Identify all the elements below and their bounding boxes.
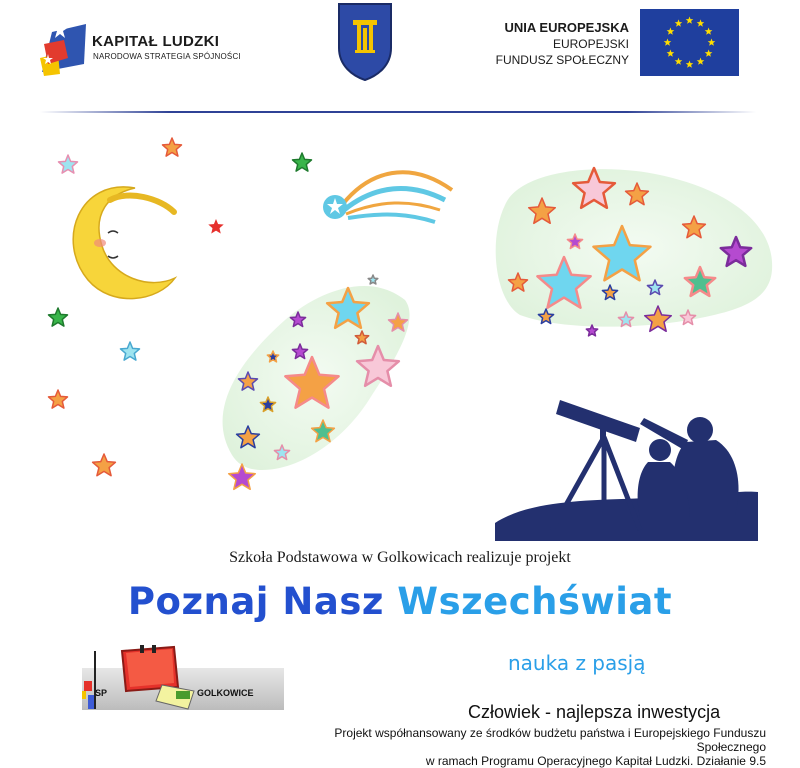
eu-flag [640, 9, 739, 76]
eu-title: UNIA EUROPEJSKA [504, 20, 629, 35]
title-word-2: Nasz [282, 580, 384, 623]
funding-note [300, 726, 766, 768]
school-logo-sp: SP [95, 688, 108, 698]
star-icon [59, 155, 78, 173]
comet-icon [323, 172, 452, 222]
star-icon [49, 390, 68, 408]
project-subtitle: nauka z pasją [508, 651, 646, 675]
funding-line-1: Projekt współnansowany ze środków budżetu państwa i Europejskiego Funduszu Społecznego [334, 726, 766, 754]
star-icon [293, 153, 312, 171]
header-divider [40, 111, 756, 113]
title-word-1: Poznaj [127, 580, 269, 623]
kapital-ludzki-subtitle: NARODOWA STRATEGIA SPÓJNOŚCI [93, 52, 241, 61]
star-icon [368, 275, 378, 284]
eu-subtitle-line1: EUROPEJSKI [552, 37, 629, 51]
eu-subtitle [470, 36, 629, 68]
school-logo-golkowice: GOLKOWICE [197, 688, 254, 698]
kapital-ludzki-logo [38, 14, 90, 76]
moon-icon [73, 187, 175, 299]
eu-subtitle-line2: FUNDUSZ SPOŁECZNY [495, 53, 629, 67]
star-icon [49, 308, 68, 326]
star-icon [93, 454, 116, 476]
star-icon [207, 217, 226, 235]
night-sky-illustration [0, 120, 800, 545]
motto-text: Człowiek - najlepsza inwestycja [468, 702, 721, 722]
star-icon [121, 342, 140, 360]
school-logo-icon [82, 645, 202, 713]
project-title [0, 580, 800, 623]
title-word-3: Wszechświat [397, 580, 673, 623]
coat-of-arms [335, 2, 395, 82]
intro-text: Szkoła Podstawowa w Golkowicach realizuje projekt [229, 549, 571, 566]
kapital-ludzki-title: KAPITAŁ LUDZKI [92, 33, 220, 50]
funding-line-2: w ramach Programu Operacyjnego Kapitał Ludzki. Działanie 9.5 [425, 754, 766, 768]
star-icon [163, 138, 182, 156]
star-icon [586, 325, 597, 336]
telescope-silhouette [480, 338, 758, 541]
